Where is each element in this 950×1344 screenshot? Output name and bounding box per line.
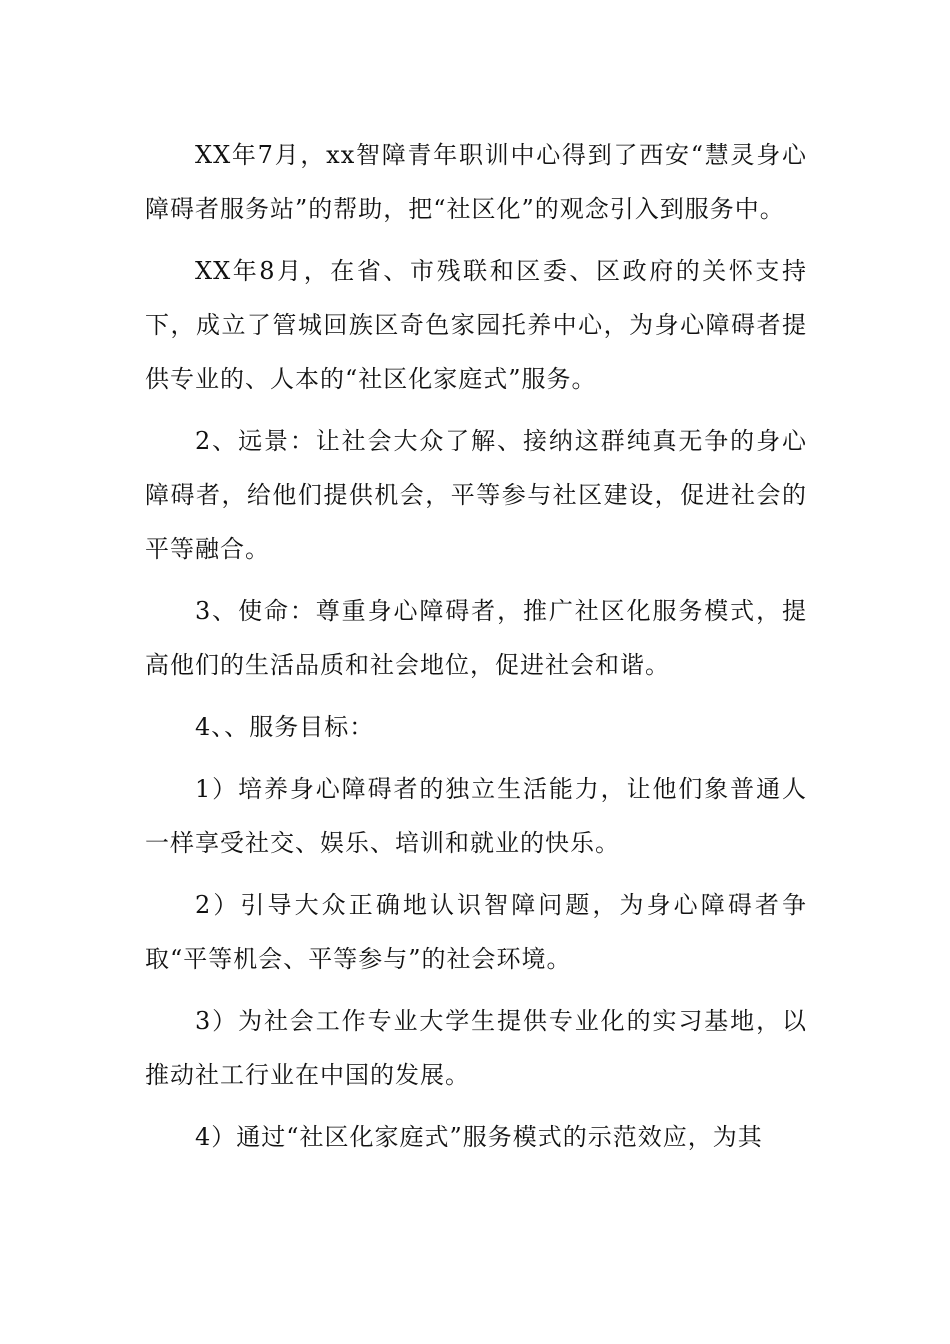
- document-body: [145, 128, 807, 1172]
- paragraph-history-july: XX年7月，xx智障青年职训中心得到了西安“慧灵身心障碍者服务站”的帮助，把“社区化”的观念引入到服务中。: [145, 141, 807, 223]
- paragraph-goal-2: 2）引导大众正确地认识智障问题，为身心障碍者争取“平等机会、平等参与”的社会环境。: [145, 891, 807, 973]
- paragraph-mission: 3、使命：尊重身心障碍者，推广社区化服务模式，提高他们的生活品质和社会地位，促进社会和谐。: [145, 597, 807, 679]
- paragraph-goal-3: 3）为社会工作专业大学生提供专业化的实习基地，以推动社工行业在中国的发展。: [145, 1007, 807, 1089]
- paragraph-history-august: XX年8月，在省、市残联和区委、区政府的关怀支持下，成立了管城回族区奇色家园托养中心，为身心障碍者提供专业的、人本的“社区化家庭式”服务。: [145, 257, 807, 393]
- paragraph-vision: 2、远景：让社会大众了解、接纳这群纯真无争的身心障碍者，给他们提供机会，平等参与社区建设，促进社会的平等融合。: [145, 427, 807, 563]
- paragraph-service-goals-heading: 4、、服务目标：: [195, 713, 375, 741]
- paragraph-goal-1: 1）培养身心障碍者的独立生活能力，让他们象普通人一样享受社交、娱乐、培训和就业的快乐。: [145, 775, 807, 857]
- paragraph-goal-4: 4）通过“社区化家庭式”服务模式的示范效应，为其: [195, 1123, 763, 1151]
